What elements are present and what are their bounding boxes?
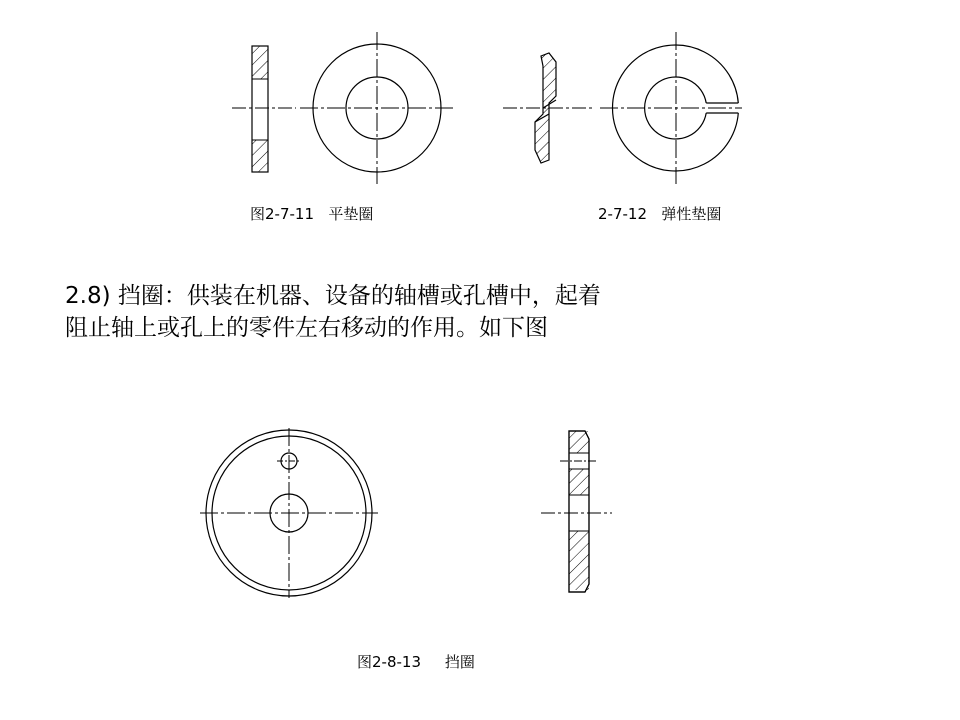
spring-washer-title: 弹性垫圈	[661, 205, 722, 223]
paragraph-line-2: 阻止轴上或孔上的零件左右移动的作用。如下图	[65, 315, 548, 341]
flat-washer-side-view	[232, 46, 296, 172]
retaining-ring-side-section	[541, 431, 612, 592]
flat-washer-figure-number: 图2-7-11	[250, 205, 314, 223]
spring-washer-figure-number: 2-7-12	[598, 205, 647, 223]
flat-washer-caption	[250, 203, 373, 224]
retaining-ring-title: 挡圈	[444, 653, 475, 671]
retaining-ring-figure-number: 图2-8-13	[357, 653, 421, 671]
paragraph-line-1: 2.8) 挡圈：供装在机器、设备的轴槽或孔槽中，起着	[65, 283, 601, 309]
flat-washer-front-view	[300, 32, 454, 184]
description-paragraph	[65, 280, 885, 344]
spring-washer-side-view	[503, 53, 592, 163]
spring-washer-caption	[598, 203, 721, 224]
flat-washer-title: 平垫圈	[328, 205, 374, 223]
retaining-ring-caption	[357, 651, 475, 672]
retaining-ring-front-view	[200, 428, 378, 598]
spring-washer-front-view	[600, 32, 742, 184]
